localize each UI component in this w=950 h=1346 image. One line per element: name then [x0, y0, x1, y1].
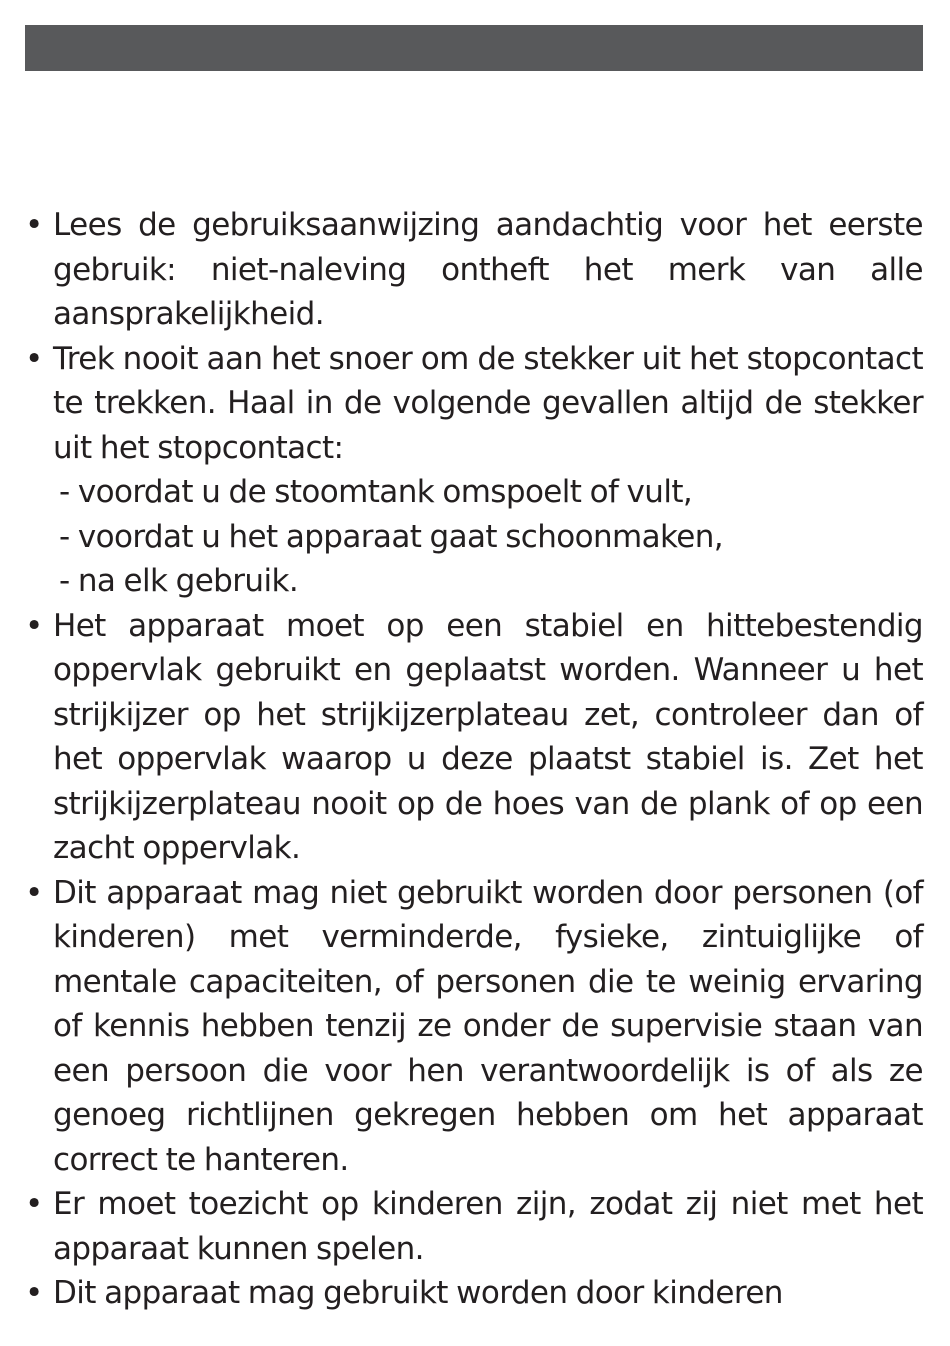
list-item — [25, 1271, 923, 1316]
sub-item: - na elk gebruik. — [59, 563, 299, 599]
sub-item: - voordat u het apparaat gaat schoonmaken, — [59, 518, 724, 555]
bullet: • — [25, 607, 43, 644]
list-item — [25, 337, 923, 604]
item-text: Lees de gebruiksaanwijzing aandachtig voor het eerste gebruik: niet-naleving ontheft het merk van alle aansprakelijkheid. — [53, 207, 923, 332]
bullet: • — [25, 874, 43, 911]
bullet: • — [25, 1275, 43, 1311]
header-bar — [25, 25, 923, 71]
list-item — [25, 1182, 923, 1271]
sub-item: - voordat u de stoomtank omspoelt of vult, — [59, 474, 693, 510]
item-text: Het apparaat moet op een stabiel en hittebestendig oppervlak gebruikt en geplaatst worden. Wanneer u het strijkijzer op het strijkijzerplateau zet, controleer dan of het oppervlak waarop u deze plaatst stabiel is. Zet het strijkijzerplateau nooit op de hoes van de plank of op een zacht oppervlak. — [53, 607, 923, 866]
bullet: • — [25, 340, 43, 377]
list-item — [25, 604, 923, 871]
bullet: • — [25, 1186, 43, 1222]
item-text: Dit apparaat mag niet gebruikt worden door personen (of kinderen) met verminderde, fysieke, zintuiglijke of mentale capaciteiten, of personen die te weinig ervaring of kennis hebben tenzij ze onder de supervisie staan van een persoon die voor hen verantwoordelijk is of als ze genoeg richtlijnen gekregen hebben om het apparaat correct te hanteren. — [53, 874, 923, 1178]
list-item — [25, 871, 923, 1183]
item-text: Trek nooit aan het snoer om de stekker uit het stopcontact te trekken. Haal in de volgende gevallen altijd de stekker uit het stopcontact: — [53, 340, 923, 466]
safety-instructions-list — [25, 203, 923, 1316]
item-text: Dit apparaat mag gebruikt worden door kinderen — [53, 1275, 783, 1311]
list-item — [25, 203, 923, 337]
item-text: Er moet toezicht op kinderen zijn, zodat zij niet met het apparaat kunnen spelen. — [53, 1186, 923, 1267]
bullet: • — [25, 207, 43, 243]
